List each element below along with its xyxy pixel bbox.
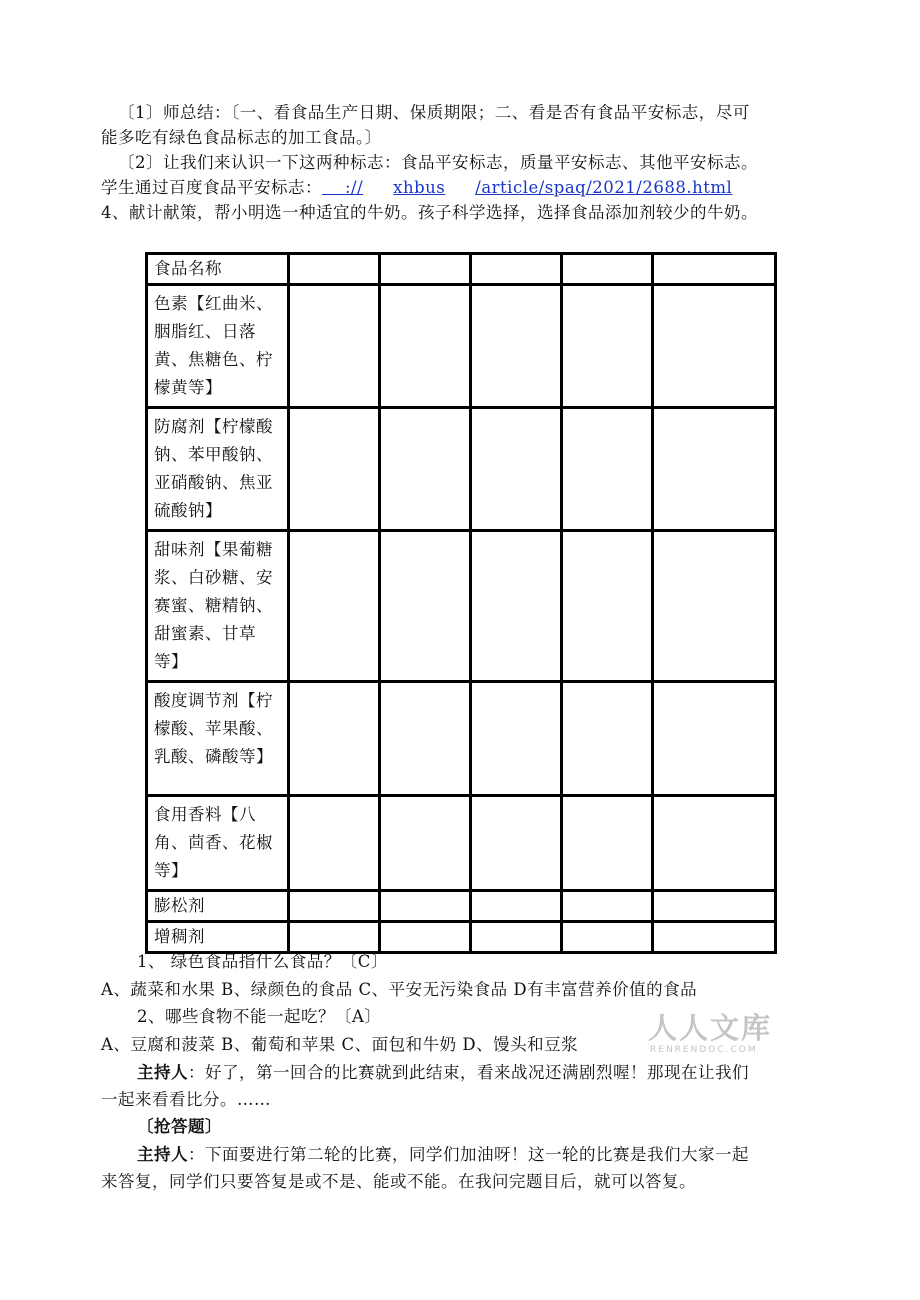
- host-speech-1-line-2: 一起来看看比分。……: [101, 1090, 271, 1109]
- table-row: [147, 682, 776, 796]
- table-cell[interactable]: [562, 531, 653, 682]
- row-label-acidity-regulators: 酸度调节剂【柠檬酸、苹果酸、乳酸、磷酸等】: [147, 682, 289, 796]
- quiz-options-1: A、蔬菜和水果 B、绿颜色的食品 C、平安无污染食品 D有丰富营养价值的食品: [101, 980, 698, 999]
- table-cell[interactable]: [562, 285, 653, 408]
- para-teacher-summary-2: 能多吃有绿色食品标志的加工食品。〕: [101, 128, 382, 147]
- row-label-preservatives: 防腐剂【柠檬酸钠、苯甲酸钠、亚硝酸钠、焦亚硫酸钠】: [147, 408, 289, 531]
- table-cell[interactable]: [380, 285, 471, 408]
- table-cell[interactable]: [562, 254, 653, 285]
- quiz-question-2: 2、哪些食物不能一起吃？〔A〕: [137, 1007, 382, 1026]
- quiz-options-2: A、豆腐和菠菜 B、葡萄和苹果 C、面包和牛奶 D、馒头和豆浆: [101, 1035, 579, 1054]
- table-cell[interactable]: [289, 254, 380, 285]
- para-teacher-summary-1: 〔1〕师总结：〔一、看食品生产日期、保质期限；二、看是否有食品平安标志，尽可: [118, 103, 750, 122]
- row-label-thickeners: 增稠剂: [147, 922, 289, 953]
- additive-comparison-table: [145, 252, 777, 954]
- table-cell[interactable]: [562, 922, 653, 953]
- table-cell[interactable]: [653, 531, 776, 682]
- host-speech-1-line-1: 主持人：好了，第一回合的比赛就到此结束，看来战况还满剧烈喔！那现在让我们: [137, 1063, 749, 1082]
- table-row: [147, 796, 776, 891]
- table-cell[interactable]: [562, 682, 653, 796]
- quiz-question-1: 1、 绿色食品指什么食品？〔C〕: [137, 952, 388, 971]
- table-cell[interactable]: [380, 531, 471, 682]
- table-cell[interactable]: [653, 285, 776, 408]
- table-cell[interactable]: [471, 796, 562, 891]
- para-logo-intro-2: [101, 176, 732, 200]
- table-cell[interactable]: [653, 891, 776, 922]
- table-cell[interactable]: [471, 682, 562, 796]
- table-cell[interactable]: [380, 891, 471, 922]
- table-cell[interactable]: [289, 796, 380, 891]
- table-cell[interactable]: [471, 408, 562, 531]
- table-cell[interactable]: [380, 254, 471, 285]
- para-logo-intro-1: 〔2〕让我们来认识一下这两种标志：食品平安标志，质量平安标志、其他平安标志。: [118, 153, 758, 172]
- table-cell[interactable]: [380, 922, 471, 953]
- table-cell[interactable]: [289, 285, 380, 408]
- table-row: [147, 891, 776, 922]
- table-row: [147, 531, 776, 682]
- row-label-flavorings: 食用香料【八角、茴香、花椒等】: [147, 796, 289, 891]
- table-cell[interactable]: [471, 922, 562, 953]
- table-cell[interactable]: [562, 796, 653, 891]
- row-label-food-name: 食品名称: [147, 254, 289, 285]
- table-cell[interactable]: [289, 922, 380, 953]
- section-title-quick-answer: 〔抢答题〕: [137, 1117, 222, 1136]
- table-cell[interactable]: [380, 796, 471, 891]
- table-cell[interactable]: [471, 891, 562, 922]
- table-cell[interactable]: [653, 254, 776, 285]
- watermark-url: RENRENDOC.COM: [650, 1045, 758, 1055]
- table-cell[interactable]: [471, 254, 562, 285]
- table-cell[interactable]: [289, 408, 380, 531]
- table-cell[interactable]: [653, 922, 776, 953]
- row-label-leavening-agents: 膨松剂: [147, 891, 289, 922]
- table-row: [147, 285, 776, 408]
- row-label-sweeteners: 甜味剂【果葡糖浆、白砂糖、安赛蜜、糖精钠、甜蜜素、甘草等】: [147, 531, 289, 682]
- table-cell[interactable]: [653, 796, 776, 891]
- host-label: 主持人: [137, 1063, 188, 1082]
- table-cell[interactable]: [562, 891, 653, 922]
- host-speech-2-line-1: 主持人：下面要进行第二轮的比赛，同学们加油呀！这一轮的比赛是我们大家一起: [137, 1145, 749, 1164]
- table-cell[interactable]: [380, 682, 471, 796]
- table-cell[interactable]: [562, 408, 653, 531]
- table-row: [147, 408, 776, 531]
- watermark-title: 人人文库: [648, 1011, 773, 1045]
- table-cell[interactable]: [289, 891, 380, 922]
- host-speech-2-line-2: 来答复，同学们只要答复是或不是、能或不能。在我问完题目后，就可以答复。: [101, 1172, 696, 1191]
- table-cell[interactable]: [471, 531, 562, 682]
- table-row: [147, 254, 776, 285]
- table-cell[interactable]: [653, 682, 776, 796]
- table-cell[interactable]: [653, 408, 776, 531]
- reference-link[interactable]: :// xhbus /article/spaq/2021/2688.html: [322, 178, 733, 197]
- table-cell[interactable]: [380, 408, 471, 531]
- host-label: 主持人: [137, 1145, 188, 1164]
- watermark-logo: [648, 1012, 772, 1056]
- para-milk-advice: 4、献计献策，帮小明选一种适宜的牛奶。孩子科学选择，选择食品添加剂较少的牛奶。: [101, 203, 758, 222]
- table-cell[interactable]: [289, 682, 380, 796]
- table-cell[interactable]: [471, 285, 562, 408]
- row-label-colorants: 色素【红曲米、胭脂红、日落黄、焦糖色、柠檬黄等】: [147, 285, 289, 408]
- table-cell[interactable]: [289, 531, 380, 682]
- table-row: [147, 922, 776, 953]
- para-logo-intro-prefix: 学生通过百度食品平安标志：: [101, 178, 322, 197]
